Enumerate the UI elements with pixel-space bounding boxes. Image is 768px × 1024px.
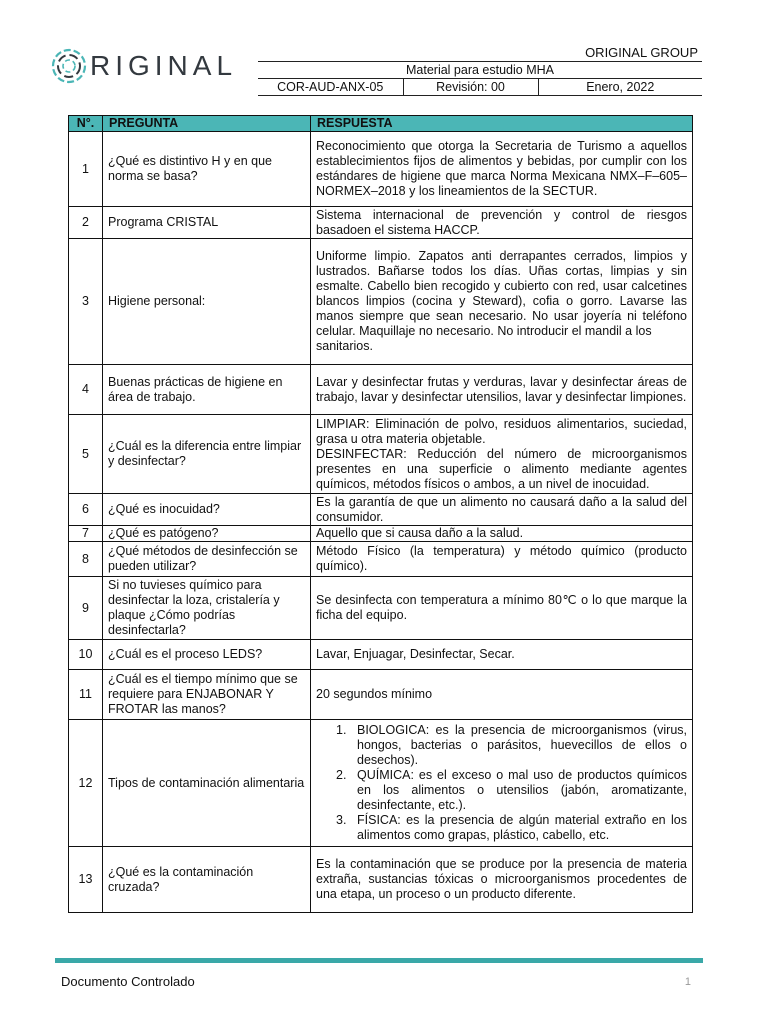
row-answer [311,720,693,847]
row-num: 10 [69,640,103,670]
header-answer: RESPUESTA [311,116,693,132]
row-question: ¿Cuál es el proceso LEDS? [103,640,311,670]
list-item-text: FÍSICA: es la presencia de algún material extraño en los alimentos como grapas, plástico, cabello, etc. [357,813,687,842]
row-question: Higiene personal: [103,239,311,365]
row-question: Si no tuvieses químico para desinfectar la loza, cristalería y plaque ¿Cómo podrías desinfectarla? [103,577,311,640]
table-row [69,207,693,239]
row-num: 7 [69,526,103,542]
row-answer: 20 segundos mínimo [311,670,693,720]
company-logo [50,44,237,88]
row-num: 5 [69,415,103,494]
row-question: Buenas prácticas de higiene en área de trabajo. [103,365,311,415]
row-num: 2 [69,207,103,239]
page-number: 1 [684,976,691,988]
row-answer: Es la contaminación que se produce por la presencia de materia extraña, sustancias tóxicas o microorganismos procedentes de una etapa, un proceso o un producto diferente. [311,847,693,913]
row-num: 12 [69,720,103,847]
row-answer: Lavar y desinfectar frutas y verduras, lavar y desinfectar áreas de trabajo, lavar y desinfectar utensilios, lavar y desinfectar limpiones. [311,365,693,415]
row-question: ¿Qué es inocuidad? [103,494,311,526]
row-answer: Es la garantía de que un alimento no causará daño a la salud del consumidor. [311,494,693,526]
row-num: 9 [69,577,103,640]
table-row [69,640,693,670]
list-item-number: 3. [336,813,347,827]
header-question: PREGUNTA [103,116,311,132]
row-answer [311,415,693,494]
document-code: COR-AUD-ANX-05 [258,79,403,96]
table-row [69,239,693,365]
row-num: 11 [69,670,103,720]
row-num: 1 [69,132,103,207]
logo-o-icon [50,47,88,85]
row-num: 8 [69,542,103,577]
table-header-row [69,116,693,132]
row-num: 13 [69,847,103,913]
row-question: ¿Qué métodos de desinfección se pueden utilizar? [103,542,311,577]
table-row [69,720,693,847]
row-question: ¿Cuál es la diferencia entre limpiar y desinfectar? [103,415,311,494]
answer-text: Uniforme limpio. Zapatos anti derrapantes cerrados, limpios y lustrados. Bañarse todos los días. Uñas cortas, limpias y sin esmalte. Cabello bien recogido y cubierto con red, usar calcetines blancos limpios (cocina y Steward), cofia o gorro. Lavarse las manos siempre que sean necesario. No usar joyería ni teléfono celular. Maquillaje no necesario. No introducir el mandil a los [316,249,687,338]
row-answer: Método Físico (la temperatura) y método químico (producto químico). [311,542,693,577]
list-item-number: 2. [336,768,347,782]
row-question: ¿Qué es patógeno? [103,526,311,542]
list-item-text: BIOLOGICA: es la presencia de microorganismos (virus, hongos, bacterias o parásitos, huevecillos de ellos o desechos). [357,723,687,767]
row-num: 3 [69,239,103,365]
row-answer: Aquello que si causa daño a la salud. [311,526,693,542]
table-row [69,365,693,415]
row-question: ¿Qué es distintivo H y en que norma se basa? [103,132,311,207]
qa-table [68,115,693,913]
contamination-list [316,723,687,843]
list-item [336,813,687,843]
list-item [336,723,687,768]
answer-text: LIMPIAR: Eliminación de polvo, residuos alimentarios, suciedad, grasa u otra materia objetable. [316,416,687,446]
table-row [69,847,693,913]
table-row [69,415,693,494]
document-date: Enero, 2022 [538,79,702,96]
list-item [336,768,687,813]
row-answer: Lavar, Enjuagar, Desinfectar, Secar. [311,640,693,670]
footer-text: Documento Controlado [61,974,195,989]
row-question: Tipos de contaminación alimentaria [103,720,311,847]
table-row [69,577,693,640]
row-num: 4 [69,365,103,415]
table-row [69,670,693,720]
row-answer: Reconocimiento que otorga la Secretaria de Turismo a aquellos establecimientos fijos de alimentos y bebidas, por cumplir con los estándares de higiene que marca Norma Mexicana NMX–F–605–NORMEX–2018 y los lineamientos de la SECTUR. [311,132,693,207]
row-answer [311,239,693,365]
table-row [69,526,693,542]
row-question: Programa CRISTAL [103,207,311,239]
row-num: 6 [69,494,103,526]
row-answer: Sistema internacional de prevención y control de riesgos basadoen el sistema HACCP. [311,207,693,239]
row-answer: Se desinfecta con temperatura a mínimo 80℃ o lo que marque la ficha del equipo. [311,577,693,640]
company-name: ORIGINAL GROUP [585,45,698,60]
row-question: ¿Cuál es el tiempo mínimo que se requiere para ENJABONAR Y FROTAR las manos? [103,670,311,720]
table-row [69,132,693,207]
table-row [69,542,693,577]
footer-divider [55,958,703,963]
logo-text: RIGINAL [90,50,238,81]
list-item-number: 1. [336,723,347,737]
document-title: Material para estudio MHA [258,62,702,79]
list-item-text: QUÍMICA: es el exceso o mal uso de productos químicos en los alimentos o utensilios (jabón, aromatizante, desinfectante, etc.). [357,768,687,812]
document-header-table [258,61,702,96]
answer-text-extra: DESINFECTAR: Reducción del número de microorganismos presentes en una superficie o alimento mediante agentes químicos, métodos físicos o ambos, a un nivel de inocuidad. [316,446,687,491]
table-row [69,494,693,526]
row-question: ¿Qué es la contaminación cruzada? [103,847,311,913]
document-revision: Revisión: 00 [403,79,538,96]
answer-text-extra: sanitarios. [316,339,373,353]
header-num: N°. [69,116,103,132]
